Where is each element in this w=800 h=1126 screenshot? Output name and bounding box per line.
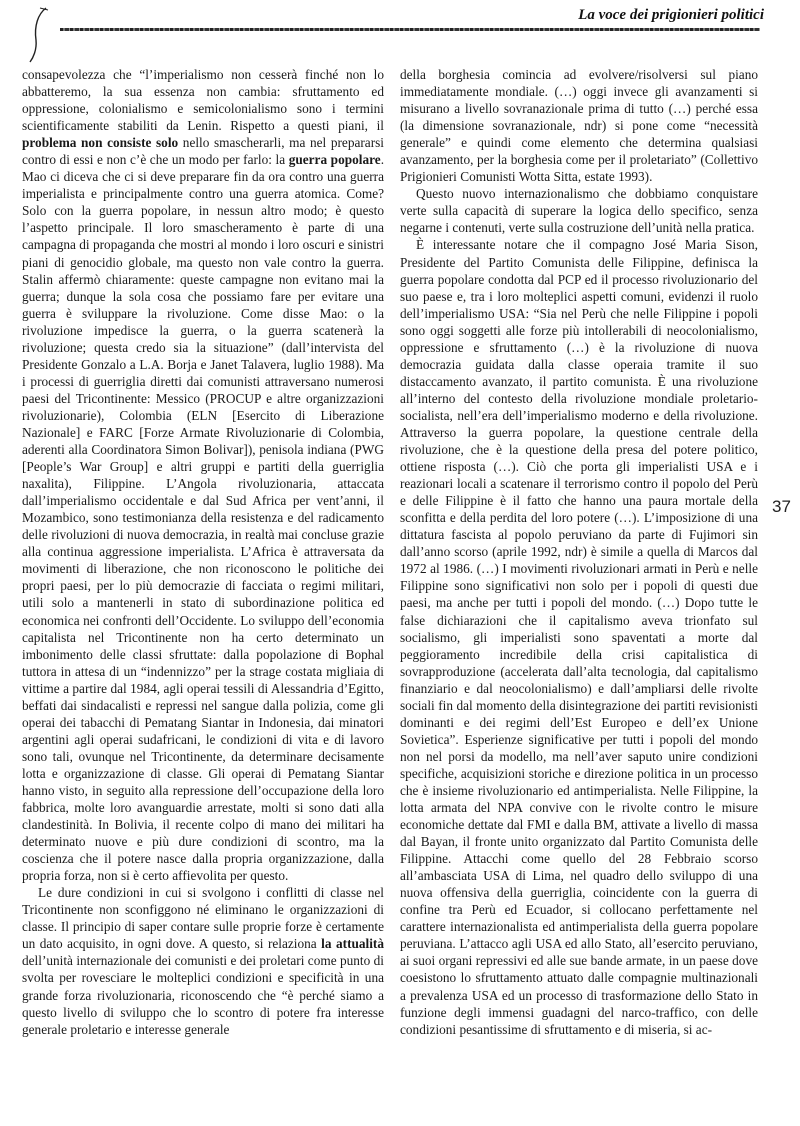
bold-text: problema non consiste solo [22,135,179,151]
text-run: nello smascherarli, ma nel prepararsi contro di essi e non c’è che un modo per farlo: la [22,135,384,168]
paragraph [400,185,758,236]
paragraph [400,236,758,1037]
paragraph [22,884,384,1037]
text-run: della borghesia comincia ad evolvere/risolversi sul piano immediatamente mondiale. (…) oggi invece gli avanzamenti si misurano a livello sovranazionale prima di tutto (…) perché essa (la dimensione sovranazionale, ndr) si pone come “necessità generale” e quindi come elemento che determina qualsiasi avanzamento, per la borghesia come per il proletariato” (Collettivo Prigionieri Comunisti Wotta Sitta, estate 1993). [400,67,758,185]
margin-pen-mark [28,6,50,64]
text-run: dell’unità internazionale dei comunisti e dei proletari come punto di svolta per rovesciare le molteplici condizioni e specificità in una grande forza rivoluzionaria, riconoscendo che “è perché siamo a questo livello di sviluppo che lo scontro di potere fra interesse generale proletario e interesse generale [22,953,384,1037]
right-column [400,66,758,1038]
text-run: Questo nuovo internazionalismo che dobbiamo conquistare verte sulla capacità di superare la logica dello specifico, senza negarne i contenuti, verte sulla costruzione dell’unità nella pratica. [400,186,758,236]
text-run: . Mao ci diceva che ci si deve preparare fin da ora contro una guerra imperialista e principalmente contro una guerra atomica. Come? Solo con la guerra popolare, in nessun altro modo; è questo l’aspetto principale. Il loro smascheramento è parte di una campagna di propaganda che mostri al mondo i loro oscuri e sinistri piani di genocidio globale, ma questo non vale contro la guerra. Stalin affermò chiaramente: queste campagne non evitano mai la guerra; dunque la sola cosa che possiamo fare per evitare una guerra è sviluppare la rivoluzione. Come disse Mao: o la rivoluzione impedisce la guerra, o la guerra scatenerà la rivoluzione; questa credo sia la situazione” (dall’intervista del Presidente Gonzalo a L.A. Borja e Janet Talavera, luglio 1988). Ma i processi di guerriglia diretti dai comunisti attraversano numerosi paesi del Tricontinente: Messico (PROCUP e altre organizzazioni rivoluzionarie), Colombia (ELN [Esercito di Liberazione Nazionale] e FARC [Forze Armate Rivoluzionarie di Colombia, aderenti alla Coordinatora Simon Bolivar]), penisola indiana (PWG [People’s War Group] e altri gruppi e partiti della guerriglia naxalita), Filippine. L’Angola rivoluzionaria, attaccata dall’imperialismo occidentale e dal Sud Africa per vent’anni, il Mozambico, sono testimonianza della resistenza e del radicamento delle rivoluzioni di nuova democrazia, in realtà mai concluse grazie alla continua aggressione imperialista. L’Africa è attraversata da movimenti di liberazione, che non riconoscono le politiche dei propri paesi, per lo più democrazie di facciata o regimi militari, utili solo a mantenerli in stato di subordinazione politica ed economica nei confronti dell’Occidente. Lo sviluppo dell’economia capitalista nel Tricontinente non ha certo determinato un imbonimento delle classi sfruttate: dalla popolazione di Bophal tuttora in attesa di un “indennizzo” per la strage costata migliaia di vittime a partire dal 1984, agli operai tessili di Alessandria d’Egitto, beffati dai sindacalisti e repressi nel sangue dalla polizia, come gli operai dei tabacchi di Pematang Siantar in Indonesia, dai minatori argentini agli operai sudafricani, le condizioni di vita e di lavoro sono tali, ovunque nel Tricontinente, da determinare decisamente lotta e organizzazione di classe. Gli operai di Pematang Siantar hanno visto, in seguito alla repressione dell’occupazione della loro fabbrica, molte loro avanguardie arrestate, molti si sono dati alla clandestinità. In Bolivia, il recente colpo di mano dei militari ha determinato nuove e più dure condizioni di scontro, ma la coscienza che il potere nasce dalla propria organizzazione, dalla propria forza, non si è certo affievolita per questo. [22,152,385,884]
left-column [22,66,384,1038]
running-header-title: La voce dei prigionieri politici [578,7,764,23]
text-run: È interessante notare che il compagno José Maria Sison, Presidente del Partito Comunista delle Filippine, definisca la guerra popolare condotta dal PCP ed il processo rivoluzionario del suo paese e, tra i loro molteplici aspetti comuni, evidenzi il ruolo dell’imperialismo USA: “Sia nel Perù che nelle Filippine i popoli sono oggi soggetti alle forze più intollerabili di neocolonialismo, oppressione e sfruttamento (…) è la rivoluzione di nuova democrazia guidata dalla classe operaia tramite il suo distaccamento avanzato, il partito comunista. È una rivoluzione all’interno del contesto della rivoluzione mondiale proletario-socialista, nell’era dell’imperialismo moderno e della rivoluzione. Attraverso la guerra popolare, la questione centrale della rivoluzione, che è la questione della presa del potere politico, ottiene risposta (…). Ciò che porta gli imperialisti USA e i reazionari locali a scatenare il terrorismo contro il popolo del Perù e delle Filippine è il fatto che hanno una paura mortale della sconfitta e della perdita del loro potere (…). L’imposizione di una dittatura fascista al popolo peruviano da parte di Fujimori sin dall’anno scorso (aprile 1992, ndr) è simile a quella di Marcos dal 1972 al 1986. (…) I movimenti rivoluzionari armati in Perù e nelle Filippine sono significativi non solo per i popoli di questi due paesi, ma anche per tutti i popoli del mondo. (…) Dopo tutte le false dichiarazioni che il capitalismo aveva trionfato sul socialismo, gli imperialisti sono spaventati a morte dal peggioramento incredibile della crisi capitalistica di sovrapproduzione (accelerata dall’alta tecnologia, dal capitalismo finanziario e dal neocolonialismo) e dall’ampliarsi delle rivolte sociali fin dal momento della disintegrazione dei partiti revisionisti dominanti e dei regimi dell’Est Europeo e dell’ex Unione Sovietica”. Esperienze significative per tutti i popoli del mondo non nel porsi da modello, ma nell’aver saputo unire condizioni specifiche, acquisizioni storiche e direzione politica in un processo che è insieme rivoluzionario ed antimperialista. Nelle Filippine, la lotta armata del NPA convive con le rivolte contro le misure economiche dettate dal FMI e dalla BM, attivate a livello di massa dal Bayan, il fronte unito organizzato dal Partito Comunista delle Filippine. Attacchi come quello del 28 Febbraio scorso all’ambasciata USA di Lima, nel quadro dello sviluppo di una nuova offensiva della guerriglia, coincidente con la guerra di confine tra Perù ed Ecuador, si collocano perfettamente nel carattere internazionalista ed antimperialista della guerra popolare peruviana. L’attacco agli USA ed allo Stato, all’esercito peruviano, ai suoi organi repressivi ed alle sue bande armate, in un paese dove coesistono lo sfruttamento attuato dalle compagnie multinazionali a prevalenza USA ed un processo di trasformazione dello Stato in funzione degli immensi guadagni del narco-traffico, con delle condizioni pesantissime di sfruttamento e di miseria, si ac- [400,237,758,1037]
bold-text: guerra popolare [288,152,381,168]
page-number: 37 [772,497,791,516]
header-rule [60,28,760,31]
paragraph [400,66,758,185]
text-run: Le dure condizioni in cui si svolgono i conflitti di classe nel Tricontinente non sconfiggono né eliminano le organizzazioni di classe. Il principio di saper contare sulle proprie forze è certamente un dato acquisito, in ogni dove. A questo, si relaziona [22,885,384,952]
bold-text: la attualità [321,936,384,952]
text-run: consapevolezza che “l’imperialismo non cesserà finché non lo abbatteremo, la sua essenza non cambia: sfruttamento ed oppressione, colonialismo e semicolonialismo sono i termini scientificamente stabiliti da Lenin. Rispetto a questi piani, il [22,67,384,134]
paragraph [22,66,384,884]
